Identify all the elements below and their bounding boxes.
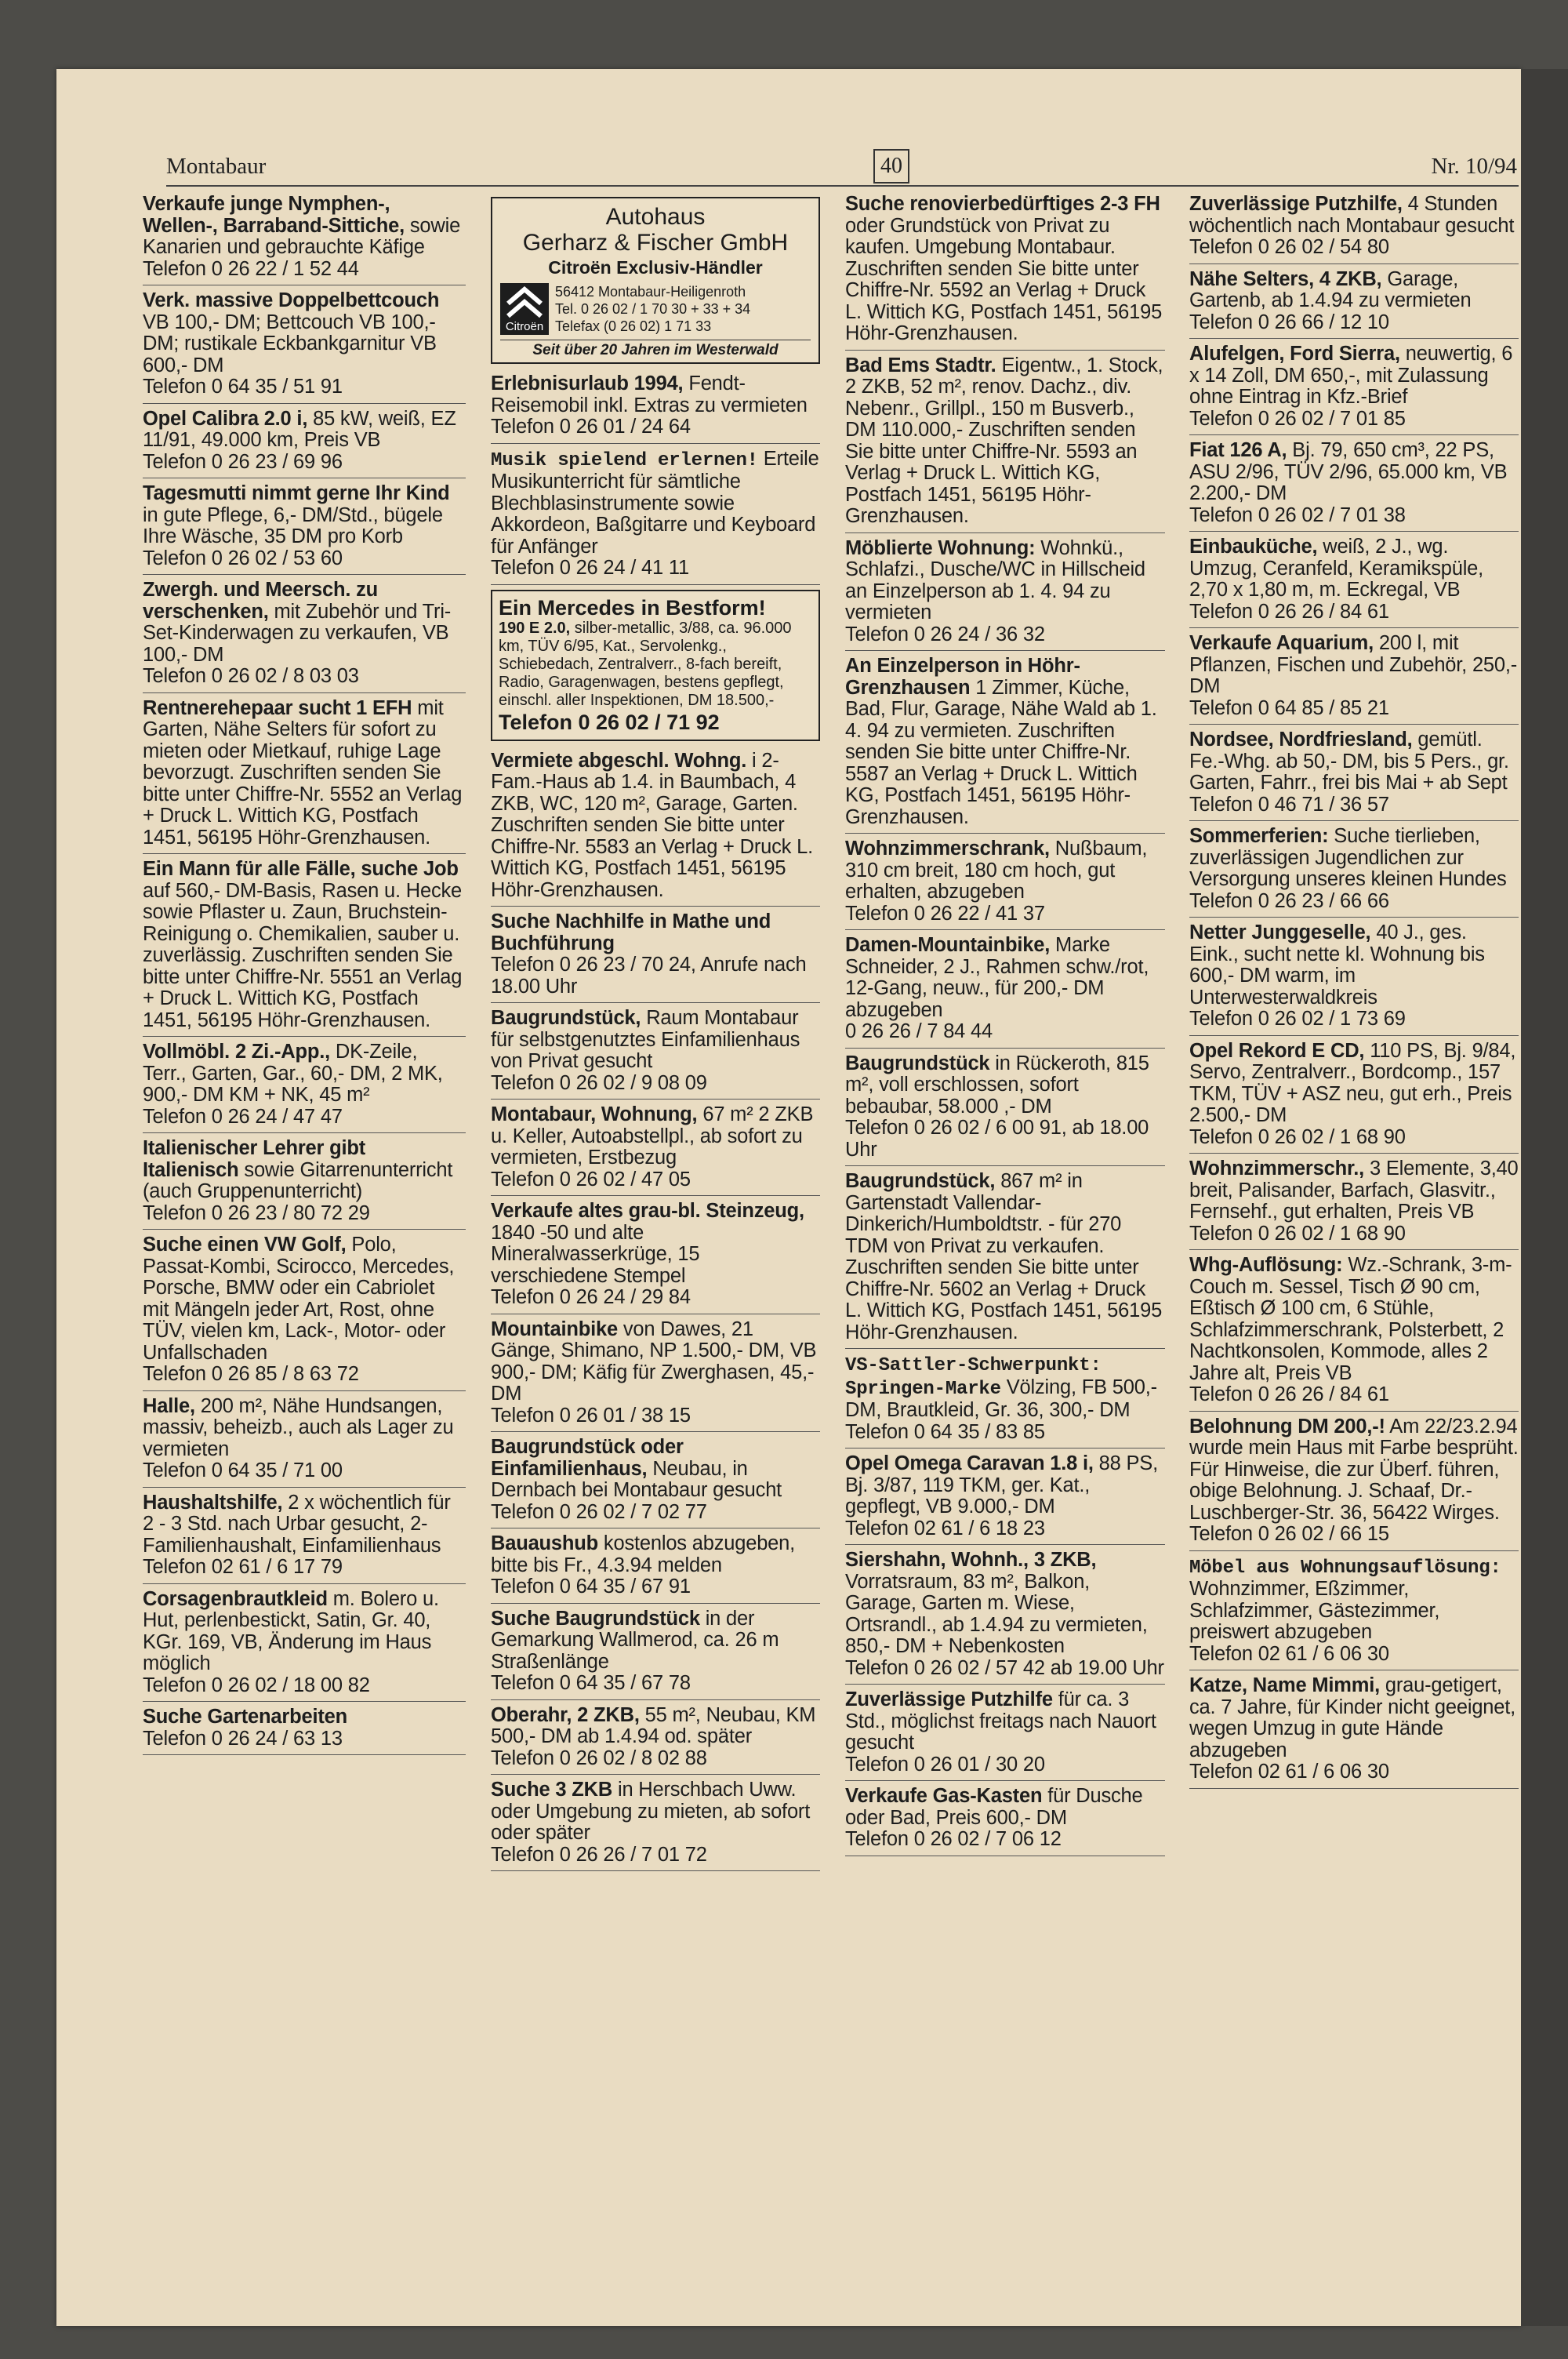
ad-body: 40 J., ges. Eink., sucht nette kl. Wohnung bis 600,- DM warm, im Unterwesterwaldkreis — [1189, 921, 1485, 1009]
classified-ad — [845, 1352, 1165, 1448]
ad-body: gemütl. Fe.-Whg. ab 50,- DM, bis 5 Pers., gr. Garten, Fahrr., frei bis Mai + ab Sept — [1189, 729, 1509, 794]
classified-ad — [491, 1778, 820, 1871]
mercedes-phone: Telefon 0 26 02 / 71 92 — [499, 710, 720, 734]
issue-number: Nr. 10/94 — [1431, 154, 1517, 179]
ad-body: Wohnzimmer, Eßzimmer, Schlafzimmer, Gästezimmer, preiswert abzugeben — [1189, 1578, 1440, 1643]
ad-headline: Zuverlässige Putzhilfe — [845, 1688, 1053, 1710]
ad-phone: Telefon 0 26 01 / 24 64 — [491, 416, 691, 438]
ad-headline: Bauaushub — [491, 1532, 599, 1554]
ad-body: in der Gemarkung Wallmerod, ca. 26 m Straßenlänge — [491, 1607, 779, 1673]
ad-phone: Telefon 0 26 23 / 80 72 29 — [143, 1201, 370, 1224]
ad-headline: Opel Rekord E CD, — [1189, 1039, 1365, 1062]
ad-phone: Telefon 0 26 02 / 7 01 85 — [1189, 407, 1406, 430]
classified-ad — [491, 1103, 820, 1196]
ad-body: 110 PS, Bj. 9/84, Servo, Zentralverr., Bordcomp., 157 TKM, TÜV + ASZ neu, gut erh., Preis 2.500,- DM — [1189, 1039, 1516, 1126]
ad-body: sowie Gitarrenunterricht (auch Gruppenunterricht) — [143, 1158, 453, 1202]
classified-ad — [1189, 1674, 1519, 1789]
ad-body: 4 Stunden wöchentlich nach Montabaur gesucht — [1189, 193, 1515, 237]
ad-body: mit Zubehör und Tri-Set-Kinderwagen zu verkaufen, VB 100,- DM — [143, 600, 452, 666]
ad-phone: Telefon 0 26 01 / 30 20 — [845, 1753, 1045, 1776]
ad-body: 200 m², Nähe Hundsangen, massiv, beheizb., auch als Lager zu vermieten — [143, 1394, 454, 1460]
ad-phone: Telefon 0 26 26 / 84 61 — [1189, 1383, 1389, 1405]
ad-headline: Suche 3 ZKB — [491, 1779, 613, 1801]
ad-phone: Telefon 0 26 02 / 57 42 ab 19.00 Uhr — [845, 1656, 1164, 1679]
column-2 — [491, 192, 820, 1874]
ad-headline: Vollmöbl. 2 Zi.-App., — [143, 1041, 330, 1063]
classified-ad — [491, 1006, 820, 1100]
ad-phone: Telefon 0 26 24 / 47 47 — [143, 1105, 343, 1128]
ad-headline: Zuverlässige Putzhilfe, — [1189, 193, 1403, 215]
ad-phone: Telefon 0 26 02 / 54 80 — [1189, 236, 1389, 258]
classified-ad — [491, 447, 820, 585]
ad-phone: Telefon 02 61 / 6 17 79 — [143, 1556, 343, 1578]
column-2-upper — [491, 372, 820, 585]
ad-headline: Rentnerehepaar sucht 1 EFH — [143, 696, 412, 719]
ad-headline: Opel Omega Caravan 1.8 i, — [845, 1452, 1094, 1474]
ad-headline: Nordsee, Nordfriesland, — [1189, 729, 1413, 751]
header-rule — [166, 185, 1519, 187]
classified-ad — [143, 192, 466, 285]
ad-headline: Musik spielend erlernen! — [491, 449, 758, 471]
ad-headline: Baugrundstück, — [845, 1170, 996, 1192]
classified-ad — [143, 1136, 466, 1230]
classified-ad — [845, 837, 1165, 930]
ad-phone: Telefon 0 26 02 / 8 03 03 — [143, 665, 359, 687]
ad-headline: Wohnzimmerschrank, — [845, 838, 1050, 860]
mercedes-model: 190 E 2.0, — [499, 619, 571, 637]
ad-body: Polo, Passat-Kombi, Scirocco, Mercedes, Porsche, BMW oder ein Cabriolet mit Mängeln jeder Art, Rost, ohne TÜV, vielen km, Lack-, Motor- oder Unfallschaden — [143, 1234, 455, 1364]
ad-headline: Bad Ems Stadtr. — [845, 354, 996, 376]
ad-body: Raum Montabaur für selbstgenutztes Einfamilienhaus von Privat gesucht — [491, 1007, 800, 1072]
classified-ad — [491, 910, 820, 1003]
ad-headline: Suche renovierbedürftiges 2-3 FH — [845, 193, 1160, 215]
ad-phone: Telefon 0 26 24 / 63 13 — [143, 1727, 343, 1750]
ad-body: i 2-Fam.-Haus ab 1.4. in Baumbach, 4 ZKB, WC, 120 m², Garage, Garten. Zuschriften senden Sie bitte unter Chiffre-Nr. 5583 an Verlag + Druck L. Wittich KG, Postfach 1451, 56195 Höhr-Grenzhausen. — [491, 749, 813, 901]
mercedes-ad — [491, 590, 820, 741]
classified-ad — [845, 1784, 1165, 1856]
ad-phone: Telefon 02 61 / 6 18 23 — [845, 1517, 1045, 1539]
ad-headline: Corsagenbrautkleid — [143, 1587, 328, 1610]
ad-headline: Opel Calibra 2.0 i, — [143, 407, 308, 430]
classified-ad — [845, 933, 1165, 1049]
ad-body: 1840 -50 und alte Mineralwasserkrüge, 15 verschiedene Stempel — [491, 1221, 700, 1287]
autohaus-address: 56412 Montabaur-Heiligenroth — [555, 284, 746, 300]
ad-headline: Mountainbike — [491, 1318, 618, 1340]
classified-ad — [491, 1199, 820, 1314]
ad-body: Neubau, in Dernbach bei Montabaur gesucht — [491, 1457, 782, 1501]
ad-headline: Verkaufe junge Nymphen-, Wellen-, Barraband-Sittiche, — [143, 193, 405, 237]
ad-body: Völzing, FB 500,- DM, Brautkleid, Gr. 36, 300,- DM — [845, 1376, 1157, 1421]
ad-headline: Erlebnisurlaub 1994, — [491, 373, 684, 394]
ad-phone: Telefon 0 26 85 / 8 63 72 — [143, 1363, 359, 1385]
mercedes-title: Ein Mercedes in Bestform! — [499, 595, 766, 620]
ad-phone: Telefon 0 26 02 / 53 60 — [143, 547, 343, 569]
classified-ad — [1189, 267, 1519, 340]
classified-ad — [491, 749, 820, 907]
classified-ad — [143, 857, 466, 1037]
ad-headline: Fiat 126 A, — [1189, 439, 1287, 461]
classified-ad — [143, 578, 466, 693]
ad-body: Wz.-Schrank, 3-m-Couch m. Sessel, Tisch Ø 90 cm, Eßtisch Ø 100 cm, 6 Stühle, Schlafzimmerschrank, Polsterbett, 2 Nachtkonsolen, Kommode, alles 2 Jahre alt, Preis VB — [1189, 1254, 1512, 1384]
ad-phone: Telefon 0 26 02 / 66 15 — [1189, 1523, 1389, 1545]
mercedes-details: silber-metallic, 3/88, ca. 96.000 km, TÜV 6/95, Kat., Servolenkg., Schiebedach, Zentralverr., 8-fach bereift, Radio, Garagenwagen, bestens gepflegt, einschl. aller Inspektionen, DM 18.500,- — [499, 619, 792, 709]
ad-body: 55 m², Neubau, KM 500,- DM ab 1.4.94 od. später — [491, 1703, 816, 1747]
ad-headline: Italienischer Lehrer gibt Italienisch — [143, 1137, 366, 1181]
ad-body: Marke Schneider, 2 J., Rahmen schw./rot, 12-Gang, neuw., für 200,- DM abzugeben — [845, 934, 1149, 1021]
ad-body: Nußbaum, 310 cm breit, 180 cm hoch, gut erhalten, abzugeben — [845, 838, 1148, 903]
autohaus-name-1: Autohaus — [605, 204, 706, 230]
ad-body: grau-getigert, ca. 7 Jahre, für Kinder nicht geeignet, wegen Umzug in gute Hände abzugeben — [1189, 1674, 1516, 1761]
ad-headline: An Einzelperson in Höhr-Grenzhausen — [845, 655, 1080, 699]
ad-headline: Siershahn, Wohnh., 3 ZKB, — [845, 1549, 1097, 1571]
ad-body: in Rückeroth, 815 m², voll erschlossen, sofort bebaubar, 58.000 ,- DM — [845, 1052, 1149, 1118]
classified-ad — [143, 482, 466, 575]
column-1 — [143, 192, 466, 1758]
classified-ad — [143, 696, 466, 855]
ad-headline: Baugrundstück oder Einfamilienhaus, — [491, 1436, 684, 1480]
ad-phone: Telefon 0 26 24 / 41 11 — [491, 557, 689, 579]
ad-body: Erteile Musikunterricht für sämtliche Blechblasinstrumente sowie Akkordeon, Baßgitarre und Keyboard für Anfänger — [491, 447, 819, 558]
column-2-lower — [491, 749, 820, 1872]
classified-ad — [845, 354, 1165, 533]
ad-headline: Katze, Name Mimmi, — [1189, 1674, 1380, 1696]
classified-ad — [143, 1233, 466, 1391]
ad-phone: Telefon 0 26 02 / 47 05 — [491, 1168, 691, 1190]
ad-body: von Dawes, 21 Gänge, Shimano, NP 1.500,- DM, VB 900,- DM; Käfig für Zwerghasen, 45,- DM — [491, 1318, 817, 1405]
ad-phone: Telefon 0 26 02 / 1 68 90 — [1189, 1125, 1406, 1148]
ad-phone: Telefon 0 26 26 / 84 61 — [1189, 600, 1389, 623]
classified-ad — [491, 1318, 820, 1433]
ad-phone: Telefon 0 26 23 / 70 24, Anrufe nach 18.00 Uhr — [491, 954, 807, 998]
ad-phone: Telefon 0 26 02 / 18 00 82 — [143, 1674, 370, 1696]
ad-body: 85 kW, weiß, EZ 11/91, 49.000 km, Preis VB — [143, 407, 456, 451]
ad-headline: Haushaltshilfe, — [143, 1491, 283, 1514]
ad-body: sowie Kanarien und gebrauchte Käfige — [143, 214, 461, 258]
ad-headline: Belohnung DM 200,-! — [1189, 1415, 1385, 1438]
ad-headline: Whg-Auflösung: — [1189, 1254, 1343, 1276]
ad-body: mit Garten, Nähe Selters für sofort zu mieten oder Mietkauf, ruhige Lage bevorzugt. Zuschriften senden Sie bitte unter Chiffre-Nr. 5552 an Verlag + Druck L. Wittich KG, Postfach 1451, 56195 Höhr-Grenzhausen. — [143, 696, 463, 849]
page-number: 40 — [873, 149, 909, 184]
ad-phone: Telefon 0 26 01 / 38 15 — [491, 1404, 691, 1427]
ad-phone: Telefon 0 64 35 / 83 85 — [845, 1420, 1045, 1443]
ad-headline: Ein Mann für alle Fälle, suche Job — [143, 858, 459, 880]
ad-body: in Herschbach Uww. oder Umgebung zu mieten, ab sofort oder später — [491, 1779, 811, 1844]
ad-phone: Telefon 0 64 85 / 85 21 — [1189, 696, 1389, 719]
ad-phone: Telefon 0 26 23 / 69 96 — [143, 450, 343, 473]
classified-ad — [845, 1169, 1165, 1349]
ad-headline: Baugrundstück, — [491, 1007, 641, 1029]
column-4 — [1189, 192, 1519, 1792]
classified-ad — [1189, 192, 1519, 264]
autohaus-dealer: Citroën Exclusiv-Händler — [548, 257, 763, 278]
ad-headline: Sommerferien: — [1189, 825, 1329, 847]
ad-body: Vorratsraum, 83 m², Balkon, Garage, Garten m. Wiese, Ortsrandl., ab 1.4.94 zu vermieten, 850,- DM + Nebenkosten — [845, 1570, 1148, 1657]
ad-headline: Suche Baugrundstück — [491, 1607, 700, 1630]
ad-headline: Netter Junggeselle, — [1189, 921, 1371, 943]
ad-headline: Möblierte Wohnung: — [845, 536, 1036, 559]
column-3 — [845, 192, 1165, 1859]
classified-ad — [1189, 728, 1519, 821]
ad-body: 200 l, mit Pflanzen, Fischen und Zubehör, 250,- DM — [1189, 632, 1518, 697]
ad-phone: Telefon 0 26 02 / 7 01 38 — [1189, 503, 1406, 526]
ad-headline: VS-Sattler-Schwerpunkt: Springen-Marke — [845, 1355, 1102, 1400]
autohaus-slogan: Seit über 20 Jahren im Westerwald — [500, 340, 811, 359]
ad-phone: Telefon 0 26 02 / 1 73 69 — [1189, 1008, 1406, 1030]
ad-phone: Telefon 0 26 02 / 6 00 91, ab 18.00 Uhr — [845, 1117, 1149, 1161]
ad-body: VB 100,- DM; Bettcouch VB 100,- DM; rustikale Eckbankgarnitur VB 600,- DM — [143, 311, 437, 376]
classified-ad — [491, 1607, 820, 1700]
autohaus-ad — [491, 197, 820, 364]
ad-body: Suche tierlieben, zuverlässigen Jugendlichen zur Versorgung unseres kleinen Hundes — [1189, 825, 1507, 890]
ad-body: Wohnkü., Schlafzi., Dusche/WC in Hillscheid an Einzelperson ab 1. 4. 94 zu vermieten — [845, 536, 1145, 623]
ad-phone: Telefon 0 26 22 / 41 37 — [845, 902, 1045, 925]
classified-ad — [1189, 921, 1519, 1036]
ad-phone: Telefon 0 64 35 / 67 78 — [491, 1672, 691, 1694]
classified-ad — [1189, 1039, 1519, 1154]
ad-phone: Telefon 02 61 / 6 06 30 — [1189, 1761, 1389, 1783]
classified-ad — [143, 1491, 466, 1584]
ad-headline: Halle, — [143, 1394, 195, 1417]
ad-body: 3 Elemente, 3,40 breit, Palisander, Barfach, Glasvitr., Fernsehf., gut erhalten, Preis VB — [1189, 1158, 1519, 1223]
ad-phone: Telefon 0 26 02 / 7 02 77 — [491, 1500, 707, 1523]
classified-ad — [143, 1587, 466, 1703]
classified-ad — [845, 654, 1165, 834]
classified-ad — [1189, 342, 1519, 435]
classified-ad — [845, 1688, 1165, 1781]
ad-headline: Verkaufe altes grau-bl. Steinzeug, — [491, 1200, 804, 1222]
ad-body: in gute Pflege, 6,- DM/Std., bügele Ihre Wäsche, 35 DM pro Korb — [143, 503, 443, 547]
ad-phone: Telefon 0 26 02 / 7 06 12 — [845, 1828, 1062, 1850]
ad-headline: Alufelgen, Ford Sierra, — [1189, 343, 1400, 365]
ad-phone: Telefon 0 26 02 / 9 08 09 — [491, 1071, 707, 1094]
logo-text: Citroën — [505, 320, 544, 333]
header-town: Montabaur — [166, 154, 267, 179]
classified-ad — [845, 1452, 1165, 1545]
ad-phone: Telefon 0 26 02 / 1 68 90 — [1189, 1222, 1406, 1245]
ad-headline: Tagesmutti nimmt gerne Ihr Kind — [143, 482, 450, 504]
ad-body: 867 m² in Gartenstadt Vallendar-Dinkerich/Humboldtstr. - für 270 TDM von Privat zu verkaufen. Zuschriften senden Sie bitte unter Chiffre-Nr. 5602 an Verlag + Druck L. Wittich KG, Postfach 1451, 56195 Höhr-Grenzhausen. — [845, 1170, 1163, 1343]
page-edge-shadow — [1521, 69, 1568, 2326]
classified-ad — [1189, 824, 1519, 918]
ad-body: auf 560,- DM-Basis, Rasen u. Hecke sowie Pflaster u. Zaun, Bruchstein-Reinigung o. Chemikalien, sauber u. zuverlässig. Zuschriften senden Sie bitte unter Chiffre-Nr. 5551 an Verlag + Druck L. Wittich KG, Postfach 1451, 56195 Höhr-Grenzhausen. — [143, 879, 463, 1031]
ad-headline: Einbauküche, — [1189, 536, 1318, 558]
ad-headline: Suche Gartenarbeiten — [143, 1706, 347, 1728]
ad-phone: Telefon 0 64 35 / 51 91 — [143, 376, 343, 398]
classified-ad — [845, 1052, 1165, 1167]
ad-body: neuwertig, 6 x 14 Zoll, DM 650,-, mit Zulassung ohne Eintrag in Kfz.-Brief — [1189, 343, 1513, 408]
ad-headline: Montabaur, Wohnung, — [491, 1103, 698, 1125]
ad-phone: Telefon 0 26 66 / 12 10 — [1189, 311, 1389, 333]
classified-ad — [143, 289, 466, 404]
ad-body: Garage, Gartenb, ab 1.4.94 zu vermieten — [1189, 267, 1472, 311]
ad-headline: Verkaufe Gas-Kasten — [845, 1785, 1043, 1807]
classified-ad — [1189, 1415, 1519, 1551]
ad-body: DK-Zeile, Terr., Garten, Gar., 60,- DM, 2 MK, 900,- DM KM + NK, 45 m² — [143, 1041, 443, 1106]
ad-body: kostenlos abzugeben, bitte bis Fr., 4.3.94 melden — [491, 1532, 796, 1576]
ad-headline: Nähe Selters, 4 ZKB, — [1189, 267, 1382, 290]
classified-ad — [845, 536, 1165, 652]
autohaus-name-2: Gerharz & Fischer GmbH — [522, 230, 789, 256]
ad-body: für ca. 3 Std., möglichst freitags nach Nauort gesucht — [845, 1688, 1156, 1754]
ad-body: Bj. 79, 650 cm³, 22 PS, ASU 2/96, TÜV 2/96, 65.000 km, VB 2.200,- DM — [1189, 439, 1508, 504]
ad-phone: Telefon 02 61 / 6 06 30 — [1189, 1642, 1389, 1665]
ad-body: 2 x wöchentlich für 2 - 3 Std. nach Urbar gesucht, 2-Familienhaushalt, Einfamilienhaus — [143, 1491, 451, 1557]
ad-headline: Vermiete abgeschl. Wohng. — [491, 749, 747, 772]
ad-body: oder Grundstück von Privat zu kaufen. Umgebung Montabaur. Zuschriften senden Sie bitte unter Chiffre-Nr. 5592 an Verlag + Druck L. Wittich KG, Postfach 1451, 56195 Höhr-Grenzhausen. — [845, 214, 1163, 344]
classified-ad — [491, 372, 820, 444]
classified-ad — [1189, 535, 1519, 628]
ad-phone: Telefon 0 26 24 / 29 84 — [491, 1286, 691, 1308]
ad-headline: Suche Nachhilfe in Mathe und Buchführung — [491, 911, 771, 954]
ad-headline: Oberahr, 2 ZKB, — [491, 1703, 640, 1726]
autohaus-phone: Tel. 0 26 02 / 1 70 30 + 33 + 34 — [555, 301, 751, 317]
classified-ad — [1189, 631, 1519, 725]
ad-phone: Telefon 0 26 23 / 66 66 — [1189, 889, 1389, 912]
classified-ad — [143, 407, 466, 479]
autohaus-fax: Telefax (0 26 02) 1 71 33 — [555, 318, 712, 334]
ad-body: m. Bolero u. Hut, perlenbestickt, Satin, Gr. 40, KGr. 169, VB, Änderung im Haus möglich — [143, 1587, 439, 1674]
ad-phone: Telefon 0 64 35 / 67 91 — [491, 1576, 691, 1598]
ad-phone: Telefon 0 64 35 / 71 00 — [143, 1459, 343, 1481]
ad-body: 88 PS, Bj. 3/87, 119 TKM, ger. Kat., gepflegt, VB 9.000,- DM — [845, 1452, 1158, 1518]
classified-ad — [491, 1532, 820, 1604]
classified-ad — [143, 1394, 466, 1488]
ad-headline: Damen-Mountainbike, — [845, 934, 1051, 956]
classified-ad — [845, 1548, 1165, 1685]
ad-phone: Telefon 0 26 24 / 36 32 — [845, 623, 1045, 645]
ad-body: Eigentw., 1. Stock, 2 ZKB, 52 m², renov. Dachz., div. Nebenr., Grillpl., 150 m Busverb., DM 110.000,- Zuschriften senden Sie bitte unter Chiffre-Nr. 5593 an Verlag + Druck L. Wittich KG, Postfach 1451, 56195 Höhr-Grenzhausen. — [845, 354, 1163, 527]
citroen-logo-icon — [500, 283, 549, 335]
classified-ad — [491, 1703, 820, 1776]
ad-headline: Verk. massive Doppelbettcouch — [143, 289, 440, 311]
ad-body: 67 m² 2 ZKB u. Keller, Autoabstellpl., ab sofort zu vermieten, Erstbezug — [491, 1103, 814, 1169]
ad-phone: Telefon 0 26 26 / 7 01 72 — [491, 1843, 707, 1866]
ad-body: weiß, 2 J., wg. Umzug, Ceranfeld, Keramikspüle, 2,70 x 1,80 m, m. Eckregal, VB — [1189, 536, 1484, 601]
classified-ad — [1189, 438, 1519, 532]
classified-ad — [1189, 1157, 1519, 1250]
ad-phone: 0 26 26 / 7 84 44 — [845, 1020, 993, 1042]
ad-headline: Verkaufe Aquarium, — [1189, 632, 1374, 654]
ad-headline: Möbel aus Wohnungsauflösung: — [1189, 1557, 1501, 1579]
ad-phone: Telefon 0 26 02 / 8 02 88 — [491, 1747, 707, 1769]
ad-phone: Telefon 0 26 22 / 1 52 44 — [143, 257, 359, 280]
page-header — [110, 149, 1517, 185]
ad-headline: Wohnzimmerschr., — [1189, 1158, 1365, 1180]
classified-ad — [1189, 1554, 1519, 1671]
classified-ad — [491, 1435, 820, 1528]
ad-phone: Telefon 0 46 71 / 36 57 — [1189, 793, 1389, 816]
ad-body: für Dusche oder Bad, Preis 600,- DM — [845, 1785, 1143, 1829]
classified-ad — [143, 1705, 466, 1755]
ad-headline: Suche einen VW Golf, — [143, 1234, 347, 1256]
ad-headline: Baugrundstück — [845, 1052, 990, 1074]
classified-ad — [845, 192, 1165, 351]
classified-ad — [1189, 1253, 1519, 1412]
ad-headline: Zwergh. und Meersch. zu verschenken, — [143, 579, 379, 623]
ad-body: 1 Zimmer, Küche, Bad, Flur, Garage, Nähe Wald ab 1. 4. 94 zu vermieten. Zuschriften senden Sie bitte unter Chiffre-Nr. 5587 an Verlag + Druck L. Wittich KG, Postfach 1451, 56195 Höhr-Grenzhausen. — [845, 676, 1157, 828]
ad-body: Fendt-Reisemobil inkl. Extras zu vermieten — [491, 373, 808, 416]
ad-body: Am 22/23.2.94 wurde mein Haus mit Farbe besprüht. Für Hinweise, die zur Überf. führen, obige Belohnung. J. Schaaf, Dr.-Luschberger-Str. 36, 56422 Wirges. — [1189, 1415, 1519, 1524]
classified-ad — [143, 1040, 466, 1133]
